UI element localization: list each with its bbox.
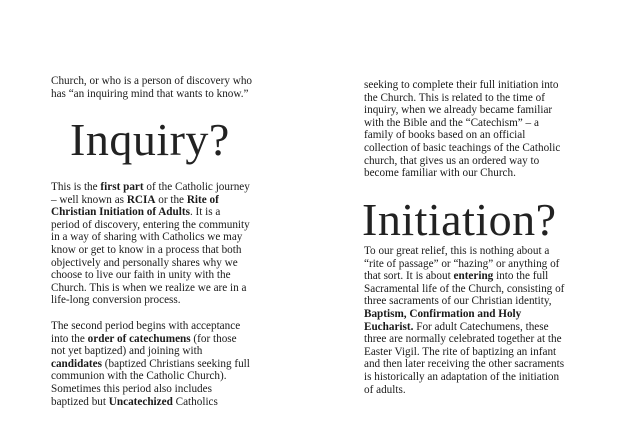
bold-text: entering — [453, 270, 494, 283]
text-run: three are normally celebrated together at the — [364, 333, 562, 346]
paragraph-line — [364, 295, 589, 308]
text-run: of the Catholic journey — [143, 181, 250, 193]
text-run: not yet baptized) and joining with — [51, 345, 203, 358]
text-run: For adult Catechumens, these — [413, 320, 549, 333]
inquiry-paragraph-1 — [51, 181, 279, 307]
paragraph-line — [51, 244, 279, 257]
text-run: Catholics — [172, 395, 218, 408]
paragraph-line — [51, 257, 279, 270]
text-run: into the full — [493, 270, 549, 283]
left-intro-paragraph — [51, 75, 276, 100]
text-run: Sometimes this period also includes — [51, 382, 212, 395]
right-intro-line: with the Bible and the “Catechism” – a — [364, 116, 539, 129]
paragraph-line — [364, 283, 589, 296]
bold-text: candidates — [51, 357, 102, 370]
text-run: into the — [51, 332, 88, 345]
text-run: “rite of passage” or “hazing” or anything of — [364, 257, 560, 270]
paragraph-line — [364, 358, 589, 371]
text-run: three sacraments of our Christian identity, — [364, 295, 552, 308]
text-run: . It is a — [189, 206, 221, 219]
bold-text: Uncatechized — [108, 395, 173, 408]
paragraph-line — [51, 206, 279, 219]
paragraph-line — [51, 320, 279, 333]
paragraph-line — [51, 219, 279, 232]
paragraph-line — [364, 384, 589, 397]
text-run: in a way of sharing with Catholics we may — [51, 231, 243, 244]
paragraph-line — [51, 396, 279, 409]
paragraph-line — [364, 346, 589, 359]
inquiry-heading: Inquiry? — [70, 114, 230, 165]
right-intro-line: family of books based on an official — [364, 129, 526, 142]
paragraph-line — [364, 371, 589, 384]
text-run: period of discovery, entering the community — [51, 218, 250, 231]
bold-text: first part — [100, 181, 144, 193]
text-run: (baptized Christians seeking full — [101, 357, 250, 370]
right-intro-line: inquiry, when we already became familiar — [364, 104, 553, 117]
paragraph-line — [51, 333, 279, 346]
paragraph-line — [364, 245, 589, 258]
right-intro-line: the Church. This is related to the time of — [364, 91, 545, 104]
left-intro-line: Church, or who is a person of discovery who — [51, 75, 253, 87]
right-intro-line: collection of basic teachings of the Catholic — [364, 141, 561, 154]
paragraph-line — [364, 308, 589, 321]
text-run: Sacramental life of the Church, consisting of — [364, 282, 565, 295]
right-intro-line: become familiar with our Church. — [364, 167, 516, 180]
text-run: The second period begins with acceptance — [51, 320, 241, 332]
text-run: Easter Vigil. The rite of baptizing an infant — [364, 345, 557, 358]
paragraph-line — [51, 345, 279, 358]
initiation-heading: Initiation? — [362, 194, 557, 245]
text-run: (for those — [190, 332, 237, 345]
paragraph-line — [364, 333, 589, 346]
right-intro-paragraph — [364, 79, 586, 180]
paragraph-line — [51, 358, 279, 371]
paragraph-line — [51, 231, 279, 244]
bold-text: order of catechumens — [87, 332, 191, 345]
left-intro-line: has “an inquiring mind that wants to know.” — [51, 87, 249, 100]
right-intro-line: church, that gives us an ordered way to — [364, 154, 540, 167]
paragraph-line — [51, 370, 279, 383]
initiation-paragraph — [364, 245, 589, 396]
text-run: of adults. — [364, 383, 406, 396]
text-run: know or get to know in a process that both — [51, 243, 242, 256]
text-run: To our great relief, this is nothing about a — [364, 245, 550, 257]
text-run: life-long conversion process. — [51, 294, 181, 307]
text-run: This is the — [51, 181, 101, 193]
paragraph-line — [51, 294, 279, 307]
bold-text: RCIA — [126, 193, 156, 206]
text-run: or the — [155, 193, 187, 206]
paragraph-line — [51, 269, 279, 282]
bold-text: Baptism, Confirmation and Holy — [364, 307, 522, 320]
text-run: objectively and personally shares why we — [51, 256, 238, 269]
text-run: communion with the Catholic Church). — [51, 370, 227, 383]
paragraph-line — [51, 194, 279, 207]
text-run: and then later receiving the other sacraments — [364, 358, 565, 371]
bold-text: Eucharist. — [364, 320, 414, 333]
paragraph-line — [364, 321, 589, 334]
paragraph-line — [364, 270, 589, 283]
inquiry-paragraph-2 — [51, 320, 279, 408]
paragraph-line — [51, 383, 279, 396]
text-run: that sort. It is about — [364, 270, 454, 283]
paragraph-line — [364, 258, 589, 271]
paragraph-line — [51, 282, 279, 295]
bold-text: Rite of — [186, 193, 219, 206]
text-run: choose to live our faith in unity with the — [51, 269, 231, 282]
bold-text: Christian Initiation of Adults — [51, 206, 190, 219]
text-run: – well known as — [51, 193, 127, 206]
right-intro-line: seeking to complete their full initiation into — [364, 79, 559, 91]
text-run: baptized but — [51, 395, 109, 408]
text-run: is historically an adaptation of the initiation — [364, 370, 560, 383]
text-run: Church. This is when we realize we are in a — [51, 281, 247, 294]
paragraph-line — [51, 181, 279, 194]
